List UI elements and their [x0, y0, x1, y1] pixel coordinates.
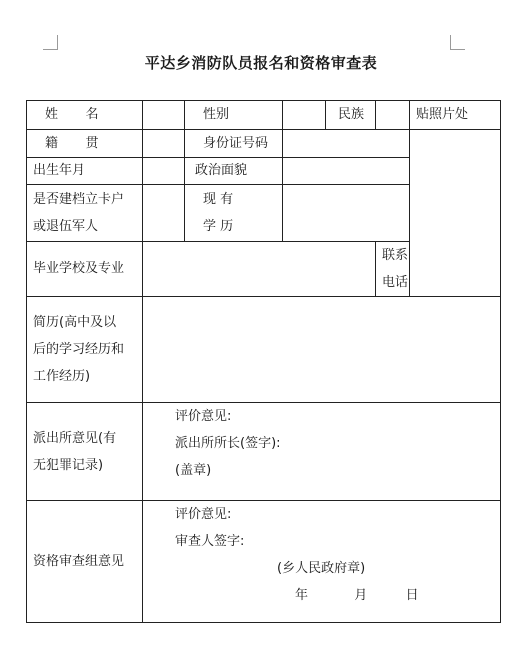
field-education[interactable]: [283, 185, 410, 242]
label-poverty-veteran-line1: 是否建档立卡户: [33, 192, 125, 207]
form-title: 平达乡消防队员报名和资格审查表: [144, 54, 378, 72]
label-ethnicity: 民族: [326, 101, 376, 130]
field-gender[interactable]: [283, 101, 326, 130]
field-name[interactable]: [143, 101, 185, 130]
label-resume-line2: 后的学习经历和: [33, 342, 125, 357]
label-phone-line2: 电话: [382, 275, 409, 290]
field-police-opinion[interactable]: [143, 403, 501, 501]
label-police-line1: 派出所意见(有: [33, 430, 117, 446]
date-month-label: 月: [354, 588, 368, 603]
margin-corner-mark-left: [43, 35, 58, 50]
police-chief-signature-label: 派出所所长(签字):: [175, 436, 281, 451]
field-political[interactable]: [283, 158, 410, 185]
label-id-number: 身份证号码: [185, 130, 283, 158]
label-resume: [27, 297, 143, 403]
label-poverty-veteran-line2: 或退伍军人: [33, 219, 99, 234]
label-phone: [376, 242, 410, 297]
label-native-place: 籍 贯: [27, 130, 143, 158]
township-seal-label: (乡人民政府章): [277, 561, 366, 576]
review-date-line: [175, 582, 500, 609]
label-education-line2: 学 历: [203, 219, 234, 234]
label-name: 姓 名: [27, 101, 143, 130]
label-education: [185, 185, 283, 242]
field-review-opinion[interactable]: [143, 501, 501, 623]
label-political: 政治面貌: [185, 158, 283, 185]
margin-corner-mark-right: [450, 35, 465, 50]
label-gender: 性别: [185, 101, 283, 130]
field-resume[interactable]: [143, 297, 501, 403]
review-evaluation-label: 评价意见:: [175, 507, 232, 522]
label-review-group: 资格审查组意见: [27, 501, 143, 623]
label-education-line1: 现 有: [203, 192, 234, 207]
reviewer-signature-label: 审查人签字:: [175, 534, 245, 549]
label-police-opinion: [27, 403, 143, 501]
field-native-place[interactable]: [143, 130, 185, 158]
field-school-major[interactable]: [143, 242, 376, 297]
police-seal-label: (盖章): [175, 463, 212, 478]
label-police-line2: 无犯罪记录): [33, 457, 104, 473]
registration-form-table: [26, 100, 501, 623]
label-resume-line3: 工作经历): [33, 369, 91, 384]
field-ethnicity[interactable]: [376, 101, 410, 130]
label-birth: 出生年月: [27, 158, 143, 185]
police-evaluation-label: 评价意见:: [175, 409, 232, 424]
label-school-major: 毕业学校及专业: [27, 242, 143, 297]
label-photo: 贴照片处: [410, 101, 501, 130]
field-poverty-veteran[interactable]: [143, 185, 185, 242]
field-birth[interactable]: [143, 158, 185, 185]
date-day-label: 日: [405, 588, 419, 603]
date-year-label: 年: [295, 588, 309, 603]
label-poverty-veteran: [27, 185, 143, 242]
photo-area[interactable]: [410, 130, 501, 297]
label-resume-line1: 简历(高中及以: [33, 315, 117, 330]
field-id-number[interactable]: [283, 130, 410, 158]
label-phone-line1: 联系: [382, 248, 409, 263]
